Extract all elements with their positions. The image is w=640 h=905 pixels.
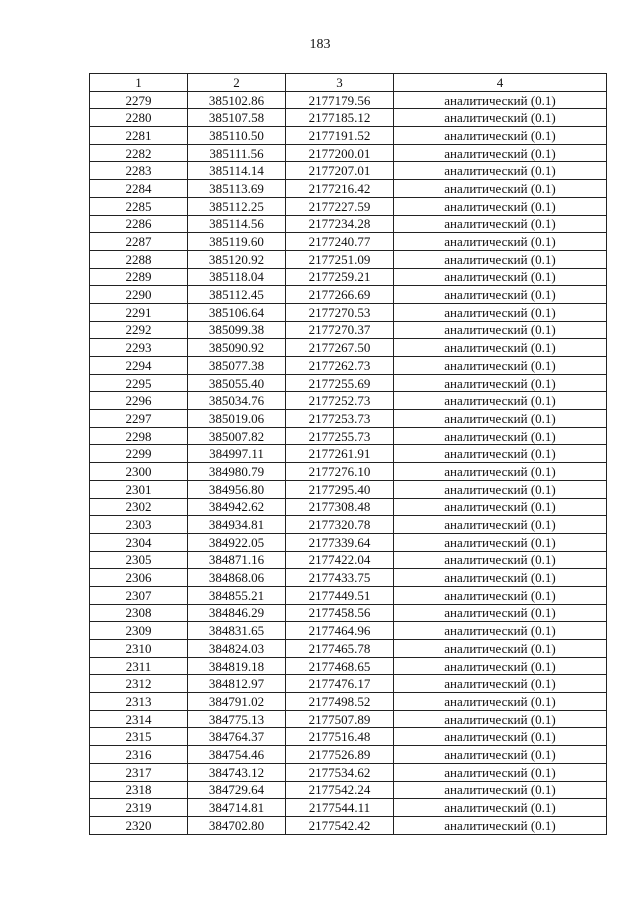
method-cell: аналитический (0.1) xyxy=(394,410,607,428)
x-coordinate-cell: 384819.18 xyxy=(188,657,286,675)
x-coordinate-cell: 385019.06 xyxy=(188,410,286,428)
y-coordinate-cell: 2177468.65 xyxy=(286,657,394,675)
method-cell: аналитический (0.1) xyxy=(394,657,607,675)
method-cell: аналитический (0.1) xyxy=(394,622,607,640)
header-col-4: 4 xyxy=(394,74,607,92)
table-row xyxy=(90,162,607,180)
point-number-cell: 2303 xyxy=(90,516,188,534)
point-number-cell: 2319 xyxy=(90,799,188,817)
point-number-cell: 2316 xyxy=(90,746,188,764)
table-row xyxy=(90,728,607,746)
method-cell: аналитический (0.1) xyxy=(394,445,607,463)
y-coordinate-cell: 2177449.51 xyxy=(286,586,394,604)
y-coordinate-cell: 2177234.28 xyxy=(286,215,394,233)
header-col-3: 3 xyxy=(286,74,394,92)
table-row xyxy=(90,710,607,728)
method-cell: аналитический (0.1) xyxy=(394,392,607,410)
method-cell: аналитический (0.1) xyxy=(394,516,607,534)
method-cell: аналитический (0.1) xyxy=(394,675,607,693)
point-number-cell: 2318 xyxy=(90,781,188,799)
y-coordinate-cell: 2177270.53 xyxy=(286,303,394,321)
method-cell: аналитический (0.1) xyxy=(394,728,607,746)
coordinates-table xyxy=(89,73,607,835)
y-coordinate-cell: 2177534.62 xyxy=(286,763,394,781)
table-row xyxy=(90,303,607,321)
table-row xyxy=(90,569,607,587)
method-cell: аналитический (0.1) xyxy=(394,374,607,392)
x-coordinate-cell: 385034.76 xyxy=(188,392,286,410)
method-cell: аналитический (0.1) xyxy=(394,303,607,321)
y-coordinate-cell: 2177542.42 xyxy=(286,816,394,834)
point-number-cell: 2281 xyxy=(90,127,188,145)
method-cell: аналитический (0.1) xyxy=(394,144,607,162)
table-body xyxy=(90,91,607,834)
method-cell: аналитический (0.1) xyxy=(394,569,607,587)
y-coordinate-cell: 2177179.56 xyxy=(286,91,394,109)
y-coordinate-cell: 2177240.77 xyxy=(286,233,394,251)
point-number-cell: 2300 xyxy=(90,463,188,481)
y-coordinate-cell: 2177542.24 xyxy=(286,781,394,799)
point-number-cell: 2302 xyxy=(90,498,188,516)
table-row xyxy=(90,551,607,569)
method-cell: аналитический (0.1) xyxy=(394,162,607,180)
table-row xyxy=(90,586,607,604)
y-coordinate-cell: 2177464.96 xyxy=(286,622,394,640)
table-row xyxy=(90,233,607,251)
method-cell: аналитический (0.1) xyxy=(394,427,607,445)
table-row xyxy=(90,286,607,304)
x-coordinate-cell: 385120.92 xyxy=(188,250,286,268)
point-number-cell: 2313 xyxy=(90,693,188,711)
y-coordinate-cell: 2177276.10 xyxy=(286,463,394,481)
y-coordinate-cell: 2177255.73 xyxy=(286,427,394,445)
method-cell: аналитический (0.1) xyxy=(394,127,607,145)
x-coordinate-cell: 384855.21 xyxy=(188,586,286,604)
table-row xyxy=(90,445,607,463)
y-coordinate-cell: 2177507.89 xyxy=(286,710,394,728)
table-row xyxy=(90,109,607,127)
y-coordinate-cell: 2177498.52 xyxy=(286,693,394,711)
method-cell: аналитический (0.1) xyxy=(394,109,607,127)
y-coordinate-cell: 2177308.48 xyxy=(286,498,394,516)
point-number-cell: 2285 xyxy=(90,197,188,215)
x-coordinate-cell: 384942.62 xyxy=(188,498,286,516)
x-coordinate-cell: 385102.86 xyxy=(188,91,286,109)
y-coordinate-cell: 2177207.01 xyxy=(286,162,394,180)
x-coordinate-cell: 385106.64 xyxy=(188,303,286,321)
point-number-cell: 2299 xyxy=(90,445,188,463)
table-row xyxy=(90,127,607,145)
method-cell: аналитический (0.1) xyxy=(394,586,607,604)
table-row xyxy=(90,533,607,551)
table-header xyxy=(90,74,607,92)
method-cell: аналитический (0.1) xyxy=(394,286,607,304)
table-row xyxy=(90,427,607,445)
x-coordinate-cell: 385112.25 xyxy=(188,197,286,215)
page-number: 183 xyxy=(309,37,331,52)
table-row xyxy=(90,480,607,498)
x-coordinate-cell: 384934.81 xyxy=(188,516,286,534)
x-coordinate-cell: 385118.04 xyxy=(188,268,286,286)
table-row xyxy=(90,197,607,215)
y-coordinate-cell: 2177200.01 xyxy=(286,144,394,162)
x-coordinate-cell: 384714.81 xyxy=(188,799,286,817)
point-number-cell: 2311 xyxy=(90,657,188,675)
x-coordinate-cell: 385090.92 xyxy=(188,339,286,357)
x-coordinate-cell: 384997.11 xyxy=(188,445,286,463)
y-coordinate-cell: 2177422.04 xyxy=(286,551,394,569)
method-cell: аналитический (0.1) xyxy=(394,480,607,498)
point-number-cell: 2301 xyxy=(90,480,188,498)
point-number-cell: 2295 xyxy=(90,374,188,392)
x-coordinate-cell: 385077.38 xyxy=(188,357,286,375)
point-number-cell: 2320 xyxy=(90,816,188,834)
method-cell: аналитический (0.1) xyxy=(394,197,607,215)
method-cell: аналитический (0.1) xyxy=(394,321,607,339)
table-row xyxy=(90,675,607,693)
y-coordinate-cell: 2177270.37 xyxy=(286,321,394,339)
table-row xyxy=(90,374,607,392)
point-number-cell: 2291 xyxy=(90,303,188,321)
x-coordinate-cell: 385119.60 xyxy=(188,233,286,251)
y-coordinate-cell: 2177185.12 xyxy=(286,109,394,127)
x-coordinate-cell: 385112.45 xyxy=(188,286,286,304)
point-number-cell: 2310 xyxy=(90,640,188,658)
method-cell: аналитический (0.1) xyxy=(394,693,607,711)
x-coordinate-cell: 384775.13 xyxy=(188,710,286,728)
method-cell: аналитический (0.1) xyxy=(394,250,607,268)
x-coordinate-cell: 385007.82 xyxy=(188,427,286,445)
table-row xyxy=(90,604,607,622)
table-row xyxy=(90,91,607,109)
y-coordinate-cell: 2177262.73 xyxy=(286,357,394,375)
method-cell: аналитический (0.1) xyxy=(394,710,607,728)
table-row xyxy=(90,693,607,711)
x-coordinate-cell: 385111.56 xyxy=(188,144,286,162)
table-row xyxy=(90,180,607,198)
x-coordinate-cell: 385110.50 xyxy=(188,127,286,145)
method-cell: аналитический (0.1) xyxy=(394,781,607,799)
point-number-cell: 2289 xyxy=(90,268,188,286)
x-coordinate-cell: 385114.14 xyxy=(188,162,286,180)
point-number-cell: 2279 xyxy=(90,91,188,109)
method-cell: аналитический (0.1) xyxy=(394,233,607,251)
x-coordinate-cell: 384824.03 xyxy=(188,640,286,658)
x-coordinate-cell: 384831.65 xyxy=(188,622,286,640)
x-coordinate-cell: 385055.40 xyxy=(188,374,286,392)
y-coordinate-cell: 2177227.59 xyxy=(286,197,394,215)
x-coordinate-cell: 384922.05 xyxy=(188,533,286,551)
table-row xyxy=(90,463,607,481)
method-cell: аналитический (0.1) xyxy=(394,604,607,622)
point-number-cell: 2312 xyxy=(90,675,188,693)
x-coordinate-cell: 385114.56 xyxy=(188,215,286,233)
table-row xyxy=(90,799,607,817)
method-cell: аналитический (0.1) xyxy=(394,746,607,764)
point-number-cell: 2297 xyxy=(90,410,188,428)
table-row xyxy=(90,816,607,834)
y-coordinate-cell: 2177267.50 xyxy=(286,339,394,357)
method-cell: аналитический (0.1) xyxy=(394,180,607,198)
y-coordinate-cell: 2177253.73 xyxy=(286,410,394,428)
x-coordinate-cell: 384871.16 xyxy=(188,551,286,569)
y-coordinate-cell: 2177320.78 xyxy=(286,516,394,534)
table-row xyxy=(90,392,607,410)
method-cell: аналитический (0.1) xyxy=(394,339,607,357)
point-number-cell: 2314 xyxy=(90,710,188,728)
x-coordinate-cell: 384729.64 xyxy=(188,781,286,799)
y-coordinate-cell: 2177251.09 xyxy=(286,250,394,268)
x-coordinate-cell: 385099.38 xyxy=(188,321,286,339)
y-coordinate-cell: 2177516.48 xyxy=(286,728,394,746)
x-coordinate-cell: 385113.69 xyxy=(188,180,286,198)
point-number-cell: 2304 xyxy=(90,533,188,551)
method-cell: аналитический (0.1) xyxy=(394,91,607,109)
header-col-2: 2 xyxy=(188,74,286,92)
y-coordinate-cell: 2177295.40 xyxy=(286,480,394,498)
table-row xyxy=(90,622,607,640)
y-coordinate-cell: 2177458.56 xyxy=(286,604,394,622)
point-number-cell: 2280 xyxy=(90,109,188,127)
point-number-cell: 2296 xyxy=(90,392,188,410)
method-cell: аналитический (0.1) xyxy=(394,763,607,781)
point-number-cell: 2293 xyxy=(90,339,188,357)
method-cell: аналитический (0.1) xyxy=(394,533,607,551)
y-coordinate-cell: 2177465.78 xyxy=(286,640,394,658)
y-coordinate-cell: 2177433.75 xyxy=(286,569,394,587)
y-coordinate-cell: 2177252.73 xyxy=(286,392,394,410)
method-cell: аналитический (0.1) xyxy=(394,799,607,817)
y-coordinate-cell: 2177216.42 xyxy=(286,180,394,198)
table-row xyxy=(90,339,607,357)
point-number-cell: 2283 xyxy=(90,162,188,180)
table-row xyxy=(90,640,607,658)
method-cell: аналитический (0.1) xyxy=(394,816,607,834)
table-row xyxy=(90,410,607,428)
table-row xyxy=(90,498,607,516)
x-coordinate-cell: 384868.06 xyxy=(188,569,286,587)
point-number-cell: 2306 xyxy=(90,569,188,587)
x-coordinate-cell: 384812.97 xyxy=(188,675,286,693)
x-coordinate-cell: 384846.29 xyxy=(188,604,286,622)
y-coordinate-cell: 2177266.69 xyxy=(286,286,394,304)
point-number-cell: 2307 xyxy=(90,586,188,604)
header-row xyxy=(90,74,607,92)
method-cell: аналитический (0.1) xyxy=(394,498,607,516)
x-coordinate-cell: 384702.80 xyxy=(188,816,286,834)
y-coordinate-cell: 2177255.69 xyxy=(286,374,394,392)
table-row xyxy=(90,250,607,268)
table-row xyxy=(90,516,607,534)
y-coordinate-cell: 2177261.91 xyxy=(286,445,394,463)
method-cell: аналитический (0.1) xyxy=(394,463,607,481)
point-number-cell: 2309 xyxy=(90,622,188,640)
table-row xyxy=(90,357,607,375)
point-number-cell: 2317 xyxy=(90,763,188,781)
y-coordinate-cell: 2177476.17 xyxy=(286,675,394,693)
point-number-cell: 2298 xyxy=(90,427,188,445)
table-row xyxy=(90,268,607,286)
x-coordinate-cell: 384754.46 xyxy=(188,746,286,764)
x-coordinate-cell: 385107.58 xyxy=(188,109,286,127)
x-coordinate-cell: 384980.79 xyxy=(188,463,286,481)
point-number-cell: 2294 xyxy=(90,357,188,375)
table-row xyxy=(90,144,607,162)
table-row xyxy=(90,657,607,675)
method-cell: аналитический (0.1) xyxy=(394,357,607,375)
point-number-cell: 2305 xyxy=(90,551,188,569)
point-number-cell: 2290 xyxy=(90,286,188,304)
y-coordinate-cell: 2177544.11 xyxy=(286,799,394,817)
x-coordinate-cell: 384764.37 xyxy=(188,728,286,746)
point-number-cell: 2308 xyxy=(90,604,188,622)
table-row xyxy=(90,763,607,781)
method-cell: аналитический (0.1) xyxy=(394,215,607,233)
method-cell: аналитический (0.1) xyxy=(394,640,607,658)
method-cell: аналитический (0.1) xyxy=(394,551,607,569)
y-coordinate-cell: 2177526.89 xyxy=(286,746,394,764)
point-number-cell: 2282 xyxy=(90,144,188,162)
header-col-1: 1 xyxy=(90,74,188,92)
y-coordinate-cell: 2177339.64 xyxy=(286,533,394,551)
table-row xyxy=(90,321,607,339)
point-number-cell: 2288 xyxy=(90,250,188,268)
point-number-cell: 2315 xyxy=(90,728,188,746)
table-row xyxy=(90,215,607,233)
y-coordinate-cell: 2177259.21 xyxy=(286,268,394,286)
x-coordinate-cell: 384791.02 xyxy=(188,693,286,711)
table-row xyxy=(90,746,607,764)
x-coordinate-cell: 384956.80 xyxy=(188,480,286,498)
y-coordinate-cell: 2177191.52 xyxy=(286,127,394,145)
point-number-cell: 2292 xyxy=(90,321,188,339)
x-coordinate-cell: 384743.12 xyxy=(188,763,286,781)
point-number-cell: 2284 xyxy=(90,180,188,198)
point-number-cell: 2287 xyxy=(90,233,188,251)
table-row xyxy=(90,781,607,799)
method-cell: аналитический (0.1) xyxy=(394,268,607,286)
point-number-cell: 2286 xyxy=(90,215,188,233)
